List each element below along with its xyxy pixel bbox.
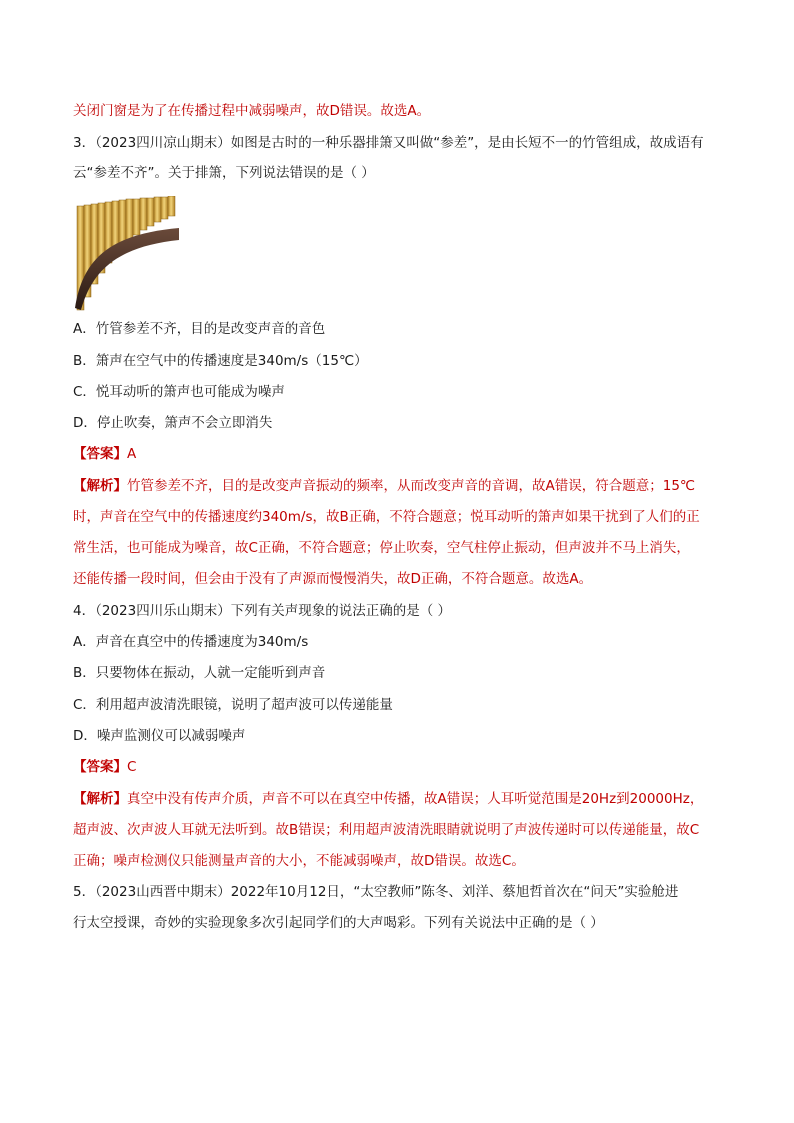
answer-tag: 【答案】 [73,446,127,462]
panpipe-image [73,196,181,312]
question-3-stem-line-2: 云“参差不齐”。关于排箫，下列说法错误的是（ ） [73,165,375,181]
question-3-analysis-line-2: 时，声音在空气中的传播速度约340m/s，故B正确，不符合题意；悦耳动听的箫声如果干扰到了人们的正 [73,509,700,525]
question-4-option-a: A．声音在真空中的传播速度为340m/s [73,634,309,650]
answer-value: C [127,759,137,775]
question-3-analysis-line-1 [73,476,723,496]
question-3-stem-line-1: 3．（2023四川凉山期末）如图是古时的一种乐器排箫又叫做“参差”，是由长短不一的竹管组成，故成语有 [73,135,704,151]
answer-value: A [127,446,137,462]
question-3-option-b: B．箫声在空气中的传播速度是340m/s（15℃） [73,353,368,369]
question-4-analysis-line-2: 超声波、次声波人耳就无法听到。故B错误；利用超声波清洗眼睛就说明了声波传递时可以传递能量，故C [73,822,700,838]
question-4-option-d: D．噪声监测仪可以减弱噪声 [73,728,246,744]
analysis-text: 真空中没有传声介质，声音不可以在真空中传播，故A错误；人耳听觉范围是20Hz到20000Hz， [127,791,704,807]
previous-explanation-end: 关闭门窗是为了在传播过程中减弱噪声，故D错误。故选A。 [73,103,431,119]
analysis-text: 竹管参差不齐，目的是改变声音振动的频率，从而改变声音的音调，故A错误，符合题意；15℃ [127,478,696,494]
question-3-analysis-line-3: 常生活，也可能成为噪音，故C正确，不符合题意；停止吹奏，空气柱停止振动，但声波并不马上消失， [73,540,690,556]
question-4-option-c: C．利用超声波清洗眼镜，说明了超声波可以传递能量 [73,697,393,713]
question-3-option-d: D．停止吹奏，箫声不会立即消失 [73,415,273,431]
question-3-answer [73,444,723,464]
question-4-option-b: B．只要物体在振动，人就一定能听到声音 [73,665,326,681]
question-4-stem: 4．（2023四川乐山期末）下列有关声现象的说法正确的是（ ） [73,603,451,619]
question-5-stem-line-1: 5．（2023山西晋中期末）2022年10月12日，“太空教师”陈冬、刘洋、蔡旭哲首次在“问天”实验舱进 [73,884,679,900]
question-3-analysis-line-4: 还能传播一段时间，但会由于没有了声源而慢慢消失，故D正确，不符合题意。故选A。 [73,571,593,587]
question-4-analysis-line-1 [73,789,723,809]
question-3-option-a: A．竹管参差不齐，目的是改变声音的音色 [73,321,326,337]
analysis-tag: 【解析】 [73,478,127,494]
question-4-answer [73,757,723,777]
question-3-option-c: C．悦耳动听的箫声也可能成为噪声 [73,384,285,400]
question-5-stem-line-2: 行太空授课，奇妙的实验现象多次引起同学们的大声喝彩。下列有关说法中正确的是（ ） [73,915,604,931]
answer-tag: 【答案】 [73,759,127,775]
analysis-tag: 【解析】 [73,791,127,807]
question-4-analysis-line-3: 正确；噪声检测仪只能测量声音的大小，不能减弱噪声，故D错误。故选C。 [73,853,525,869]
